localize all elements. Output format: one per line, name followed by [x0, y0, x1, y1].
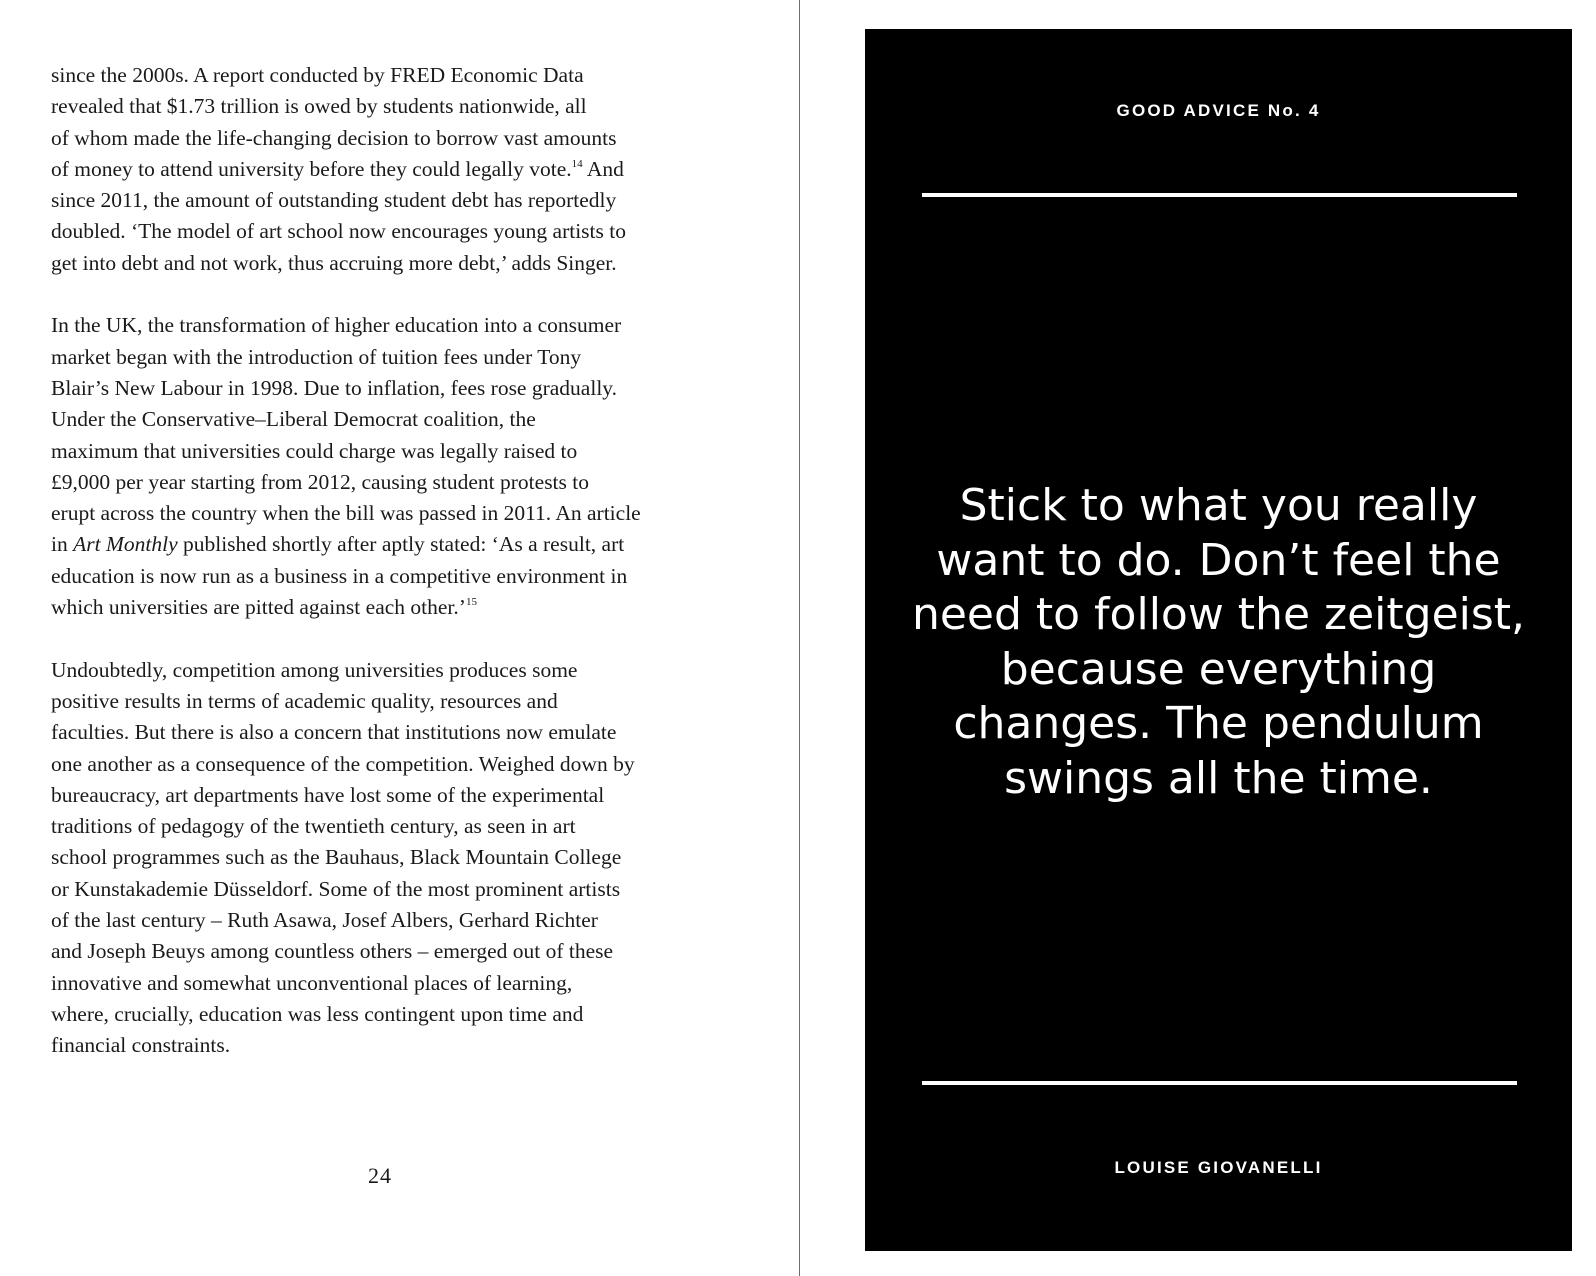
text-line: [51, 91, 716, 122]
line-text: of money to attend university before they could legally vote.: [51, 156, 572, 181]
advice-quote: [865, 479, 1572, 806]
line-text: since 2011, the amount of outstanding student debt has reportedly: [51, 188, 617, 213]
publication-title: Art Monthly: [73, 532, 178, 557]
line-text: In the UK, the transformation of higher education into a consumer: [51, 313, 622, 338]
line-text: which universities are pitted against each other.’: [51, 595, 466, 620]
text-line: [51, 874, 716, 905]
line-text: Under the Conservative–Liberal Democrat coalition, the: [51, 407, 536, 432]
text-line: [51, 968, 716, 999]
text-line: [51, 498, 716, 529]
text-line: [51, 467, 716, 498]
footnote-marker: 14: [571, 157, 583, 170]
line-text: doubled. ‘The model of art school now encourages young artists to: [51, 219, 626, 244]
line-text: in: [51, 532, 74, 557]
line-text: erupt across the country when the bill was passed in 2011. An article: [51, 501, 641, 526]
text-line: [51, 686, 716, 717]
line-text: and Joseph Beuys among countless others – emerged out of these: [51, 939, 614, 964]
text-line: [51, 592, 716, 623]
line-text: since the 2000s. A report conducted by FRED Economic Data: [51, 63, 584, 87]
line-text: school programmes such as the Bauhaus, Black Mountain College: [51, 845, 622, 870]
text-line: [51, 811, 716, 842]
line-text: faculties. But there is also a concern that institutions now emulate: [51, 720, 617, 745]
text-line: [51, 717, 716, 748]
line-text: positive results in terms of academic quality, resources and: [51, 688, 558, 713]
text-line: [51, 248, 716, 279]
line-text: where, crucially, education was less contingent upon time and: [51, 1001, 584, 1026]
text-line: [51, 749, 716, 780]
text-line: [51, 1030, 716, 1061]
text-line: [51, 123, 716, 154]
line-text: Undoubtedly, competition among universities produces some: [51, 657, 578, 682]
line-text: bureaucracy, art departments have lost some of the experimental: [51, 782, 605, 807]
line-text: get into debt and not work, thus accruing more debt,’ adds Singer.: [51, 250, 617, 275]
text-line: [51, 436, 716, 467]
text-line: [51, 310, 716, 341]
text-line: [51, 842, 716, 873]
footnote-marker: 15: [465, 596, 477, 609]
text-line: [51, 342, 716, 373]
bottom-rule: [922, 1081, 1517, 1085]
text-line: [51, 999, 716, 1030]
body-paragraph: [51, 310, 716, 623]
line-text: financial constraints.: [51, 1033, 231, 1058]
quote-line: want to do. Don’t feel the: [936, 534, 1501, 586]
text-line: [51, 561, 716, 592]
advice-panel: [865, 29, 1572, 1251]
line-text: market began with the introduction of tuition fees under Tony: [51, 344, 582, 369]
quote-line: swings all the time.: [1004, 752, 1433, 804]
body-text: [51, 60, 716, 1093]
text-line: [51, 404, 716, 435]
line-text: revealed that $1.73 trillion is owed by students nationwide, all: [51, 94, 587, 119]
text-line: [51, 936, 716, 967]
quote-author: LOUISE GIOVANELLI: [1114, 1158, 1323, 1177]
line-text: traditions of pedagogy of the twentieth century, as seen in art: [51, 814, 576, 839]
line-text: or Kunstakademie Düsseldorf. Some of the most prominent artists: [51, 876, 621, 901]
quote-line: changes. The pendulum: [953, 698, 1484, 749]
line-text-continued: published shortly after aptly stated: ‘As a result, art: [177, 532, 625, 557]
top-rule: [922, 193, 1517, 197]
text-line: [51, 154, 716, 185]
text-line: [51, 185, 716, 216]
body-paragraph: [51, 655, 716, 1062]
text-line: [51, 60, 716, 91]
line-text: education is now run as a business in a competitive environment in: [51, 563, 628, 588]
text-line: [51, 905, 716, 936]
line-text: of whom made the life-changing decision to borrow vast amounts: [51, 125, 617, 150]
series-title: GOOD ADVICE No. 4: [1116, 101, 1321, 120]
quote-line: need to follow the zeitgeist,: [911, 589, 1526, 640]
line-text: maximum that universities could charge was legally raised to: [51, 438, 578, 463]
right-page: [800, 0, 1596, 1276]
line-text: Blair’s New Labour in 1998. Due to inflation, fees rose gradually.: [51, 375, 618, 400]
line-text-continued: And: [582, 156, 624, 181]
line-text: one another as a consequence of the competition. Weighed down by: [51, 751, 635, 776]
text-line: [51, 655, 716, 686]
line-text: of the last century – Ruth Asawa, Josef Albers, Gerhard Richter: [51, 908, 598, 933]
quote-line: because everything: [1000, 643, 1437, 695]
line-text: £9,000 per year starting from 2012, causing student protests to: [51, 469, 589, 494]
text-line: [51, 216, 716, 247]
page-number: 24: [368, 1163, 392, 1188]
text-line: [51, 373, 716, 404]
quote-line: Stick to what you really: [959, 480, 1478, 531]
text-line: [51, 529, 716, 560]
body-paragraph: [51, 60, 716, 279]
line-text: innovative and somewhat unconventional places of learning,: [51, 970, 573, 995]
text-line: [51, 780, 716, 811]
